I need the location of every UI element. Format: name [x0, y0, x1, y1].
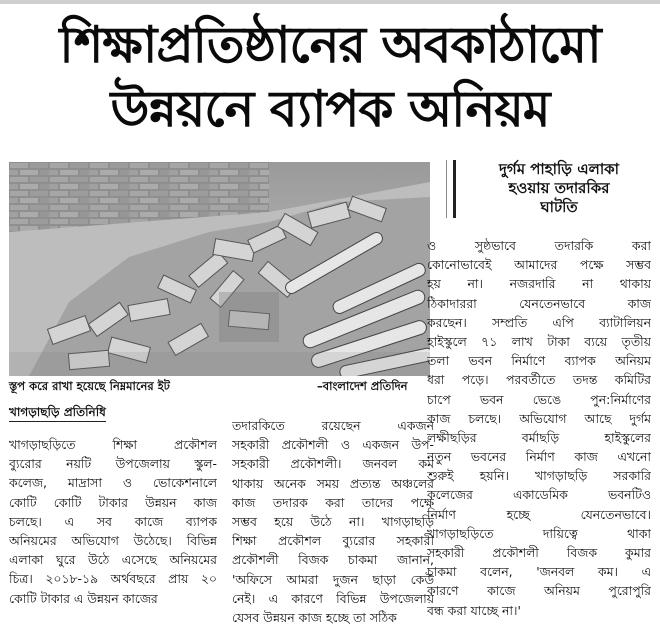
- article-text-line: এলাকা ঘুরে উঠে এসেছে অনিয়মের: [9, 552, 217, 568]
- article-text-line: কলেজ, মাদ্রাসা ও ভোকেশনালে: [9, 475, 217, 491]
- article-text-line: থাকায় অনেক সময় প্রত্যন্ত অঞ্চলের: [232, 475, 434, 491]
- article-text-line: কাজ তদারক করা তাদের পক্ষে: [232, 494, 434, 510]
- article-text-line: প্রকৌশলী বিজক চাকমা জানান,: [232, 552, 434, 568]
- article-text-line: চলছে। এ সব কাজে ব্যাপক: [9, 513, 217, 529]
- article-column-3: [427, 236, 651, 620]
- sidebar-heading-line: দুর্গম পাহাড়ি এলাকা: [498, 160, 620, 178]
- news-photo-bricks: [9, 162, 430, 376]
- article-text-line: লক্ষীছড়ির বর্মাছড়ি হাইস্কুলের: [427, 429, 651, 445]
- photo-caption: স্তূপ করে রাখা হয়েছে নিম্নমানের ইট: [9, 379, 170, 393]
- article-text-line: যেসব উন্নয়ন কাজ হচ্ছে তা সঠিক: [232, 609, 397, 625]
- column-divider: [446, 160, 447, 218]
- article-text-line: সহকারী প্রকৌশলী। জনবল কম: [232, 456, 434, 472]
- article-text-line: অনিয়মের অভিযোগ উঠেছে। বিভিন্ন: [9, 532, 217, 548]
- article-text-line: খাগড়াছড়িতে দায়িত্বে থাকা: [427, 525, 651, 541]
- article-text-line: চাপে ভবন ভেঙে পুন:নির্মাণের: [427, 391, 651, 407]
- byline: খাগড়াছড়ি প্রতিনিধি: [9, 403, 106, 422]
- sidebar-heading-line: হওয়ায় তদারকির: [508, 179, 610, 197]
- article-text-line: নতুন ভবনের নির্মাণ কাজ এখনো: [427, 449, 651, 465]
- article-text-line: শিক্ষা প্রকৌশল ব্যুরোর সহকারী: [232, 533, 434, 549]
- article-text-line: শুরুই হয়নি। খাগড়াছড়ি সরকারি: [427, 468, 651, 484]
- article-text-line: বন্ধ করা যাচ্ছে না।': [427, 602, 521, 618]
- headline-line-2: উন্নয়নে ব্যাপক অনিয়ম: [110, 80, 550, 138]
- sidebar-heading-line: ঘাটতি: [540, 198, 578, 216]
- article-text-line: ব্যুরোর নয়টি উপজেলায় স্কুল-: [9, 456, 217, 472]
- brick-pile-image: [9, 162, 430, 376]
- article-text-line: খাগড়াছড়িতে শিক্ষা প্রকৌশল: [9, 437, 217, 452]
- article-text-line: হাইস্কুলে ৭১ লাখ টাকা ব্যয়ে তৃতীয়: [427, 333, 651, 349]
- photo-credit: –বাংলাদেশ প্রতিদিন: [317, 379, 408, 393]
- headline-line-1: শিক্ষাপ্রতিষ্ঠানের অবকাঠামো: [59, 16, 601, 74]
- article-text-line: সহকারী প্রকৌশলী ও একজন উপ-: [232, 437, 434, 453]
- article-text-line: সম্ভব হয়ে উঠে না। খাগড়াছড়ি: [232, 513, 434, 529]
- article-text-line: ঠিকাদাররা যেনতেনভাবে কাজ: [427, 295, 651, 311]
- article-text-line: চাকমা বলেন, 'জনবল কম। এ: [427, 564, 651, 580]
- article-text-line: কোনোভাবেই আমাদের পক্ষে সম্ভব: [427, 257, 651, 273]
- article-text-line: ও সুষ্ঠভাবে তদারকি করা: [427, 238, 651, 253]
- article-text-line: কোটি কোটি টাকার উন্নয়ন কাজ: [9, 494, 217, 510]
- article-text-line: নেই। এ কারণে বিভিন্ন উপজেলায়: [232, 590, 434, 606]
- article-column-2: [232, 416, 434, 627]
- article-text-line: কারণে কাজে অনিয়ম পুরোপুরি: [427, 583, 651, 599]
- article-text-line: নির্মাণ হচ্ছে যেনতেনভাবে।: [427, 506, 651, 522]
- article-text-line: চিত্র। ২০১৮-১৯ অর্থবছরে প্রায় ২০: [9, 571, 217, 587]
- article-text-line: হয় না। নজরদারি না থাকায়: [427, 276, 651, 292]
- article-text-line: সহকারী প্রকৌশলী বিজক কুমার: [427, 545, 651, 560]
- sidebar-heading: [453, 160, 658, 218]
- article-text-line: তদারকিতে রয়েছেন একজন: [232, 418, 434, 433]
- top-rule: [0, 0, 660, 4]
- article-text-line: 'অফিসে আমরা দুজন ছাড়া কেউ: [232, 571, 434, 587]
- article-column-1: [9, 435, 217, 608]
- article-text-line: করছেন। সম্প্রতি এপি ব্যাটালিয়ন: [427, 314, 651, 330]
- article-text-line: তলা ভবন নির্মাণে ব্যাপক অনিয়ম: [427, 353, 651, 369]
- article-text-line: কাজ চলছে। অভিযোগ আছে দুর্গম: [427, 410, 651, 426]
- article-text-line: ধরা পড়ে। পরবর্তীতে তদন্ত কমিটির: [427, 372, 651, 388]
- article-text-line: কোটি টাকার এ উন্নয়ন কাজের: [9, 590, 158, 606]
- article-text-line: কলেজের একাডেমিক ভবনটিও: [427, 487, 651, 503]
